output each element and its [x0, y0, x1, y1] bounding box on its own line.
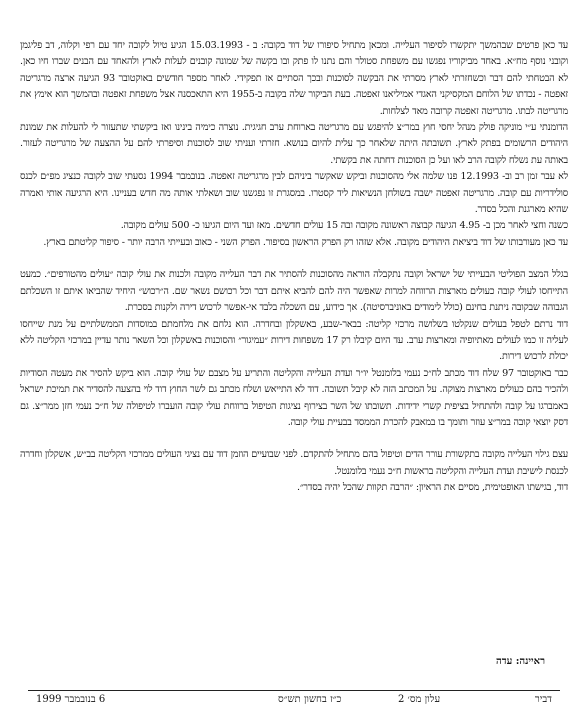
paragraph-4: כשנה וחצי לאחר מכן ב- 4.95 הגיעה קבוצה ראשונה מקובה ובה 15 עולים חדשים. מאז ועד היום הגיעו כ- 500 עולים מקובה.	[120, 220, 568, 232]
paragraph-3: לא עבר זמן רב וב- 12.1993 פנו שלמה אלי מהסוכנות וביקש שאקשר ביניהם לבין מרגריטה זאפטה. בנובמבר 1994 נסעתי שוב לקובה כנציג מפ״ם לכנס סולידריות עם קובה. מרגריטה זאפטה ישבה בשולחן הנשיאות ליד קסטרו. במסגרת זו נפגשנו שוב ושאלתי אותה מה חדש בעניינו. היא הרגיעה אותי ואמרה שהיא מארגנת והכל בסדר.	[20, 171, 568, 216]
paragraph-6: בגלל המצב הפוליטי הבעייתי של ישראל וקובה נתקבלה הוראה מהסוכנות להסתיר את דבר העלייה מקובה ולכנות את עולי קובה ״עולים מהטורפים״. כמעט התייחסו לעולי קובה כעולים מארצות הרווחה למרות שאפשר היה להם להביא איתם דבר וכל רכושם נשאר שם. ה״רכוש״ היחיד שהביאו איתם זו השכלתם הגבוהה שבקובה ניתנת בחינם (כולל לימודים באוניברסיטה). אך כידוע, עם השכלה בלבד אי-אפשר לרכוש דירה ולקנות בסכרת.	[20, 269, 568, 314]
paragraph-5: עד כאן מעורבותו של דוד ביציאת היהודים מקובה. אלא שזהו רק הפרק הראשון בסיפור. הפרק השני - כאוב ובעייתי הרבה יותר - סיפור קליטתם בארץ.	[43, 236, 568, 248]
section-gap	[20, 431, 568, 447]
footer-divider	[28, 690, 560, 691]
article-body	[20, 38, 568, 497]
paragraph-9: עצם גילוי העלייה מקובה בתקשורת עורר הדים וטיפול בהם מתחיל להתקדם. לפני שבועיים הוזמן דוד עם נציגי העולים ממרכזי הקליטה בב״ש, אשקלון וחדרה לכנסת לישיבת ועדת העלייה והקליטה בראשות ח״כ נעמי בלומנטל.	[20, 449, 568, 477]
page-footer	[28, 694, 560, 710]
footer-date: 6 בנובמבר 1999	[36, 694, 106, 705]
footer-issue: עלון מס׳ 2	[398, 694, 441, 705]
interviewer-signature: ראיינה: עדה	[496, 656, 545, 667]
section-gap	[20, 251, 568, 267]
footer-publication: דביר	[534, 694, 552, 705]
paragraph-2: הדומנתי ע״י מוניקה פולק מנהל יחסי חוץ במר״צ להיפגש עם מרגריטה בארוחת ערב חגיגית. נוצרה כימיה בינינו ואז ביקשתי שתעזור לי להעלות את שמונת היהודים הרשומים בפתק לארץ. תשובתה היתה שלאחר כך עלית להיום בנושא. חזרתי ועניתי שוב לסוכנות וסיפרתי להם על ההצעה של מרגריטה לעזור. באותה עת נשלח לקובה הרב לאו ועל כן הסוכנות דחתה את בקשתי.	[20, 122, 568, 166]
paragraph-1: עד כאן פרטים שבהמשך יתקשרו לסיפור העלייה. ומכאן מתחיל סיפורו של דוד בקובה: ב - 15.03.1993 הגיע טיול לקובה יחד עם רפי וקלוה, דב פליגמן וקובני נוסף מח״א. באחד מביקוריו נפגשו עם משפחת סטולר והם נתנו לו פתק ובו בקשה של שמונה קובנים לעלות לארץ ולהאחד עם הבנים שברו חיו כאן. לא הבטחתי להם דבר וכשחזרתי לארץ מסרתי את הבקשה לסוכנות ובכך הסתיים אז תפקידי. לאחר מספר חודשים באוקטובר 93 הגיעה ארצה מרגריטה זאפטה - נכדתו של הלוחם המקסיקני האגדי אמיליאנו זאפטה. בעת הביקור שלה בקובה ב-1955 היא התאכסנה אצל משפחת זאפטה ובהמשך הוא אימץ את מרגריטה לבתו. מרגריטה זאפטה קרובה מאד לצלחות.	[20, 40, 569, 117]
paragraph-8: כבר באוקטובר 97 שלח דוד מכתב לח״כ נעמי בלומנטל יו״ר ועדת העלייה והקליטה והתריע על מצבם של עולי קובה. הוא ביקש להסיר את מעטה הסודיות ולהכיר בהם כעולים מארצות מצוקה. על המכתב הזה לא קיבל תשובה. דוד לא התייאש ושלח מכתב גם לשר החוץ דוד לוי בהצעה להסדיר את תמיכת ישראל באמברגו על קובה ולהתחיל בציפית קשרי ידידות. תשובתו של השר בצירוף נציגות הטיפול ברווחת עולי קובה הועברו לטיפולה של ח״כ נעמי חזן ממר״צ. גם דסק יוצאי קובה במר״צ עוזר ותומך בו במאבק להכרת הממסד בבעיית עולי קובה.	[20, 367, 568, 428]
paragraph-10: דוד, בגישתו האופטימית, מסיים את הראיון: ״הרבה תקוות שהכל יהיה בסדר״.	[296, 482, 568, 494]
paragraph-7: דוד נרתם לטפל בעולים שנקלטו בשלושה מרכזי קליטה: בבאר-שבע, באשקלון ובחדרה. הוא נלחם את מלחמתם במוסדות הממשלתיים על מנת שייחסו לעליה זו כמו לעולים מאתיופיה ומארצות ערב. עד היום קיבלו רק 17 משפחות דירות ״עמיגור״ והסוכנות באשקלון וכל השאר נותר עדיין במרכזי הקליטה ללא יכולת לרכוש דירות.	[20, 318, 568, 363]
footer-hebrew-date: כ״ז בחשון תש״ס	[278, 694, 342, 705]
